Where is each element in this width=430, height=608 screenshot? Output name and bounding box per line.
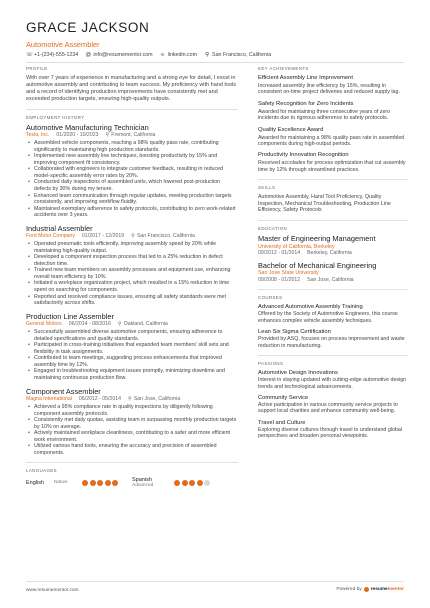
job-bullet: • Actively maintained workplace cleanliness, contributing to a safer and more efficient work environment. xyxy=(26,430,238,443)
job-meta xyxy=(26,132,238,139)
contact-email[interactable]: @ info@resumementor.com xyxy=(85,52,153,58)
job-bullet: • Initiated a workplace organization project, which resulted in a 15% reduction in time spent on searching for components. xyxy=(26,280,238,293)
rating-dot-icon xyxy=(112,480,118,486)
divider xyxy=(258,220,408,221)
job-dates: 06/2014 - 08/2016 xyxy=(68,321,111,328)
passion-title: Automotive Design Innovations xyxy=(258,370,338,377)
education-location: San Jose, California xyxy=(307,276,354,283)
brand-name[interactable]: resumementor xyxy=(370,587,404,592)
job-bullet: • Successfully assembled diverse automotive components, ensuring adherence to detailed specifications and quality standards. xyxy=(26,329,238,342)
achievement-title: Productivity Innovation Recognition xyxy=(258,152,349,159)
job-company[interactable]: Ford Motor Company xyxy=(26,233,76,240)
passion-desc: Exploring diverse cultures through travel to understand global perspectives and broaden personal viewpoints. xyxy=(258,426,402,440)
rating-dot-icon xyxy=(90,480,96,486)
job-dates: 01/2017 - 12/2019 xyxy=(82,233,125,240)
job-bullet: • Assembled vehicle components, reaching a 98% quality pass rate, contributing significantly to maintaining high production standards. xyxy=(26,140,238,153)
courses-heading: COURSES xyxy=(258,295,283,301)
job-bullet: • Developed a component inspection process that led to a 25% reduction in defect detection time. xyxy=(26,254,238,267)
achievement-desc: Awarded for maintaining three consecutive years of zero incidents due to rigorous adherence to safety protocols. xyxy=(258,108,391,122)
languages-heading: LANGUAGES xyxy=(26,468,57,474)
achievement-list xyxy=(258,75,408,173)
education-meta xyxy=(258,250,408,257)
location-pin-icon: ⚲ xyxy=(127,396,132,403)
employment-heading: EMPLOYMENT HISTORY xyxy=(26,114,85,120)
education-degree: Bachelor of Mechanical Engineering xyxy=(258,260,377,270)
skills-text: Automotive Assembly, Hand Tool Proficiency, Quality Inspection, Mechanical Troubleshooting, Production Line Efficiency, Safety Protocols xyxy=(258,194,391,214)
achievement-title: Efficient Assembly Line Improvement xyxy=(258,75,353,81)
passion-title: Travel and Culture xyxy=(258,419,306,426)
language-level: Advanced xyxy=(132,483,154,489)
contact-bar xyxy=(26,52,271,58)
course-desc: Offered by the Society of Automotive Engineers, this course enhances complex vehicle assembly techniques. xyxy=(258,311,398,324)
linkedin-icon: ∞ xyxy=(160,52,165,58)
location-pin-icon: ⚲ xyxy=(117,321,122,328)
rating-dot-icon xyxy=(174,480,180,486)
footer-divider xyxy=(26,581,404,582)
email-icon: @ xyxy=(85,52,92,58)
job-bullet: • Reported and resolved compliance issues, ensuring all safety standards were met satisfactorily across shifts. xyxy=(26,294,238,307)
job-bullet: • Contributed to team meetings, suggesting process enhancements that improved assembly time by 12%. xyxy=(26,355,238,368)
language-list xyxy=(26,477,238,488)
contact-phone[interactable]: ☏ +1-(234)-555-1234 xyxy=(26,52,79,58)
language-rating xyxy=(82,480,118,486)
language-item xyxy=(26,477,118,488)
course-item xyxy=(258,304,408,324)
passion-item xyxy=(258,370,408,390)
job-company[interactable]: Tesla, Inc. xyxy=(26,132,50,139)
job-company[interactable]: General Motors xyxy=(26,321,62,328)
job-bullets xyxy=(26,140,238,219)
job-bullet: • Achieved a 95% compliance rate in quality inspections by diligently following component assembly protocols. xyxy=(26,404,238,417)
achievement-item xyxy=(258,127,408,148)
language-rating xyxy=(174,480,210,486)
education-school[interactable]: San Jose State University xyxy=(258,270,319,277)
rating-dot-icon xyxy=(189,480,195,486)
job-location-text: San Francisco, California xyxy=(136,233,195,240)
education-dates: 09/2012 - 01/2014 xyxy=(258,250,301,257)
course-list xyxy=(258,304,408,349)
education-degree: Master of Engineering Management xyxy=(258,234,376,244)
rating-dot-icon xyxy=(197,480,203,486)
job-entry xyxy=(26,313,238,382)
left-column xyxy=(26,66,238,488)
achievement-title: Quality Excellence Award xyxy=(258,126,324,133)
job-location xyxy=(118,321,168,328)
job-location-text: Oakland, California xyxy=(123,321,168,328)
education-heading: EDUCATION xyxy=(258,226,288,232)
skills-heading: SKILLS xyxy=(258,185,276,191)
candidate-title: Automotive Assembler xyxy=(26,40,100,49)
achievement-desc: Increased assembly line efficiency by 15%, resulting in consistent on-time project deliveries and reduced supply lag. xyxy=(258,83,400,96)
education-location: Berkeley, California xyxy=(307,250,352,257)
job-title: Component Assembler xyxy=(26,386,101,396)
achievements-heading: KEY ACHIEVEMENTS xyxy=(258,66,309,71)
rating-dot-icon xyxy=(204,480,210,486)
divider xyxy=(258,179,408,180)
language-item xyxy=(132,477,210,488)
education-dates: 09/2008 - 01/2012 xyxy=(258,276,301,283)
achievement-item xyxy=(258,152,408,173)
job-title: Industrial Assembler xyxy=(26,223,93,233)
divider xyxy=(258,289,408,290)
divider xyxy=(26,109,238,110)
achievement-item xyxy=(258,75,408,96)
job-location-text: San Jose, California xyxy=(133,396,181,403)
rating-dot-icon xyxy=(105,480,111,486)
language-label xyxy=(26,480,82,486)
job-bullet: • Participated in cross-training initiatives that expanded team members' skill sets and flexibility in task assignments. xyxy=(26,342,238,355)
job-title: Automotive Manufacturing Technician xyxy=(26,122,149,132)
footer-website[interactable]: www.resumementor.com xyxy=(26,588,79,593)
passions-heading: PASSIONS xyxy=(258,361,284,367)
job-location-text: Fremont, California xyxy=(111,132,156,139)
course-desc: Provided by ASQ, focuses on process improvement and waste reduction in manufacturing. xyxy=(258,336,405,349)
passion-desc: Active participation in various community service projects to support local charities and enhance community well-being. xyxy=(258,401,398,415)
job-bullet: • Maintained exemplary adherence to safety protocols, contributing to zero work-related accidents over 3 years. xyxy=(26,206,238,219)
course-title: Advanced Automotive Assembly Training xyxy=(258,304,363,311)
divider xyxy=(26,462,238,463)
language-name: English xyxy=(26,479,45,486)
location-pin-icon: ⚲ xyxy=(205,52,209,58)
passion-list xyxy=(258,370,408,439)
right-column xyxy=(258,66,408,440)
education-school[interactable]: University of California, Berkeley xyxy=(258,243,335,250)
footer-powered-by: Powered by resumementor xyxy=(336,587,404,592)
language-name: Spanish xyxy=(132,477,152,484)
candidate-name: GRACE JACKSON xyxy=(26,20,150,35)
course-item xyxy=(258,329,408,349)
language-level: Native xyxy=(54,480,68,486)
course-title: Lean Six Sigma Certification xyxy=(258,329,331,336)
job-entry xyxy=(26,124,238,219)
contact-linkedin[interactable]: ∞ linkedin.com xyxy=(160,52,198,58)
job-dates: 06/2012 - 05/2014 xyxy=(78,396,121,403)
job-list xyxy=(26,124,238,457)
job-meta xyxy=(26,321,238,328)
job-bullet: • Implemented new assembly line techniques, boosting productivity by 15% and improving component fit consistency. xyxy=(26,153,238,166)
location-pin-icon: ⚲ xyxy=(105,132,110,139)
job-bullet: • Consistently met daily quotas, assisting team in surpassing monthly production targets by 10% on average. xyxy=(26,417,238,430)
job-location xyxy=(131,233,195,240)
job-bullets xyxy=(26,329,238,381)
job-entry xyxy=(26,225,238,307)
passion-desc: Interest in staying updated with cutting-edge automotive design trends and technological advancements. xyxy=(258,377,407,390)
education-item xyxy=(258,235,408,257)
achievement-title: Safety Recognition for Zero Incidents xyxy=(258,100,354,107)
profile-heading: PROFILE xyxy=(26,66,48,71)
profile-text: With over 7 years of experience in manufacturing and a strong eye for detail, I excel in automotive assembly and contributing to team success. My proficiency with hand tools and a record of identifying production improvements have consistently met and exceeded production targets, ensuring high-quality outputs. xyxy=(26,75,237,102)
language-label xyxy=(132,477,174,488)
job-meta xyxy=(26,233,238,240)
achievement-item xyxy=(258,101,408,122)
job-location xyxy=(105,132,155,139)
achievement-desc: Received accolades for process optimization that cut assembly time by 12% through streamlined practices. xyxy=(258,160,406,173)
job-bullets xyxy=(26,404,238,456)
education-list xyxy=(258,235,408,283)
job-bullet: • Conducted daily inspections of assembled units, which lowered post-production defects by 30% during my tenure. xyxy=(26,179,238,192)
header-divider xyxy=(26,62,404,63)
divider xyxy=(258,355,408,356)
brand-logo-icon xyxy=(364,587,369,592)
phone-icon: ☏ xyxy=(26,52,33,58)
job-bullet: • Enhanced team communication through regular updates, meeting production targets consistently, and improving workflow fluidity. xyxy=(26,193,238,206)
job-bullet: • Operated pneumatic tools efficiently, improving assembly speed by 20% while maintaining high-quality output. xyxy=(26,241,238,254)
job-meta xyxy=(26,396,238,403)
job-bullet: • Collaborated with engineers to integrate customer feedback, resulting in reduced model-specific assembly error rates by 20%. xyxy=(26,166,238,179)
job-bullet: • Utilized various hand tools, ensuring the accuracy and precision of assembled components. xyxy=(26,443,238,456)
job-dates: 01/2020 - 10/2023 xyxy=(56,132,99,139)
job-bullet: • Trained new team members on assembly processes and equipment use, enhancing overall team efficiency by 10%. xyxy=(26,267,238,280)
passion-item xyxy=(258,420,408,440)
rating-dot-icon xyxy=(182,480,188,486)
location-pin-icon: ⚲ xyxy=(131,233,135,240)
passion-title: Community Service xyxy=(258,394,309,401)
passion-item xyxy=(258,395,408,415)
job-company[interactable]: Magna International xyxy=(26,396,72,403)
job-entry xyxy=(26,388,238,457)
education-meta xyxy=(258,277,408,284)
contact-location: ⚲ San Francisco, California xyxy=(205,52,272,58)
job-title: Production Line Assembler xyxy=(26,311,114,321)
rating-dot-icon xyxy=(82,480,88,486)
education-item xyxy=(258,262,408,284)
rating-dot-icon xyxy=(97,480,103,486)
job-location xyxy=(128,396,180,403)
achievement-desc: Awarded for maintaining a 98% quality pass rate in assembled components during high-output periods. xyxy=(258,134,405,148)
job-bullets xyxy=(26,241,238,306)
job-bullet: • Engaged in troubleshooting equipment issues promptly, minimizing downtime and maintaining continuous production flow. xyxy=(26,368,238,381)
